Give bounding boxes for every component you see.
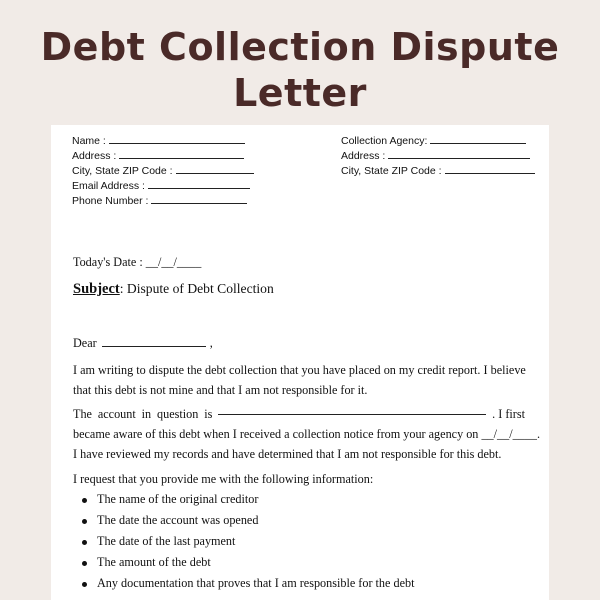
subject-text: : Dispute of Debt Collection xyxy=(119,281,274,296)
salutation-word: Dear xyxy=(73,336,97,350)
bullet-icon xyxy=(82,582,87,587)
paragraph-1-line-2: that this debt is not mine and that I am not responsible for it. xyxy=(73,383,368,397)
paragraph-2-word: account xyxy=(97,407,136,421)
list-item-text: The name of the original creditor xyxy=(97,492,259,506)
paragraph-3: I request that you provide me with the following information: xyxy=(73,472,374,486)
paragraph-2 xyxy=(73,404,540,464)
bullet-icon xyxy=(82,561,87,566)
sender-address-label: Address : xyxy=(72,150,117,162)
bullet-icon xyxy=(82,498,87,503)
date-field[interactable]: __/__/____ xyxy=(145,255,202,269)
sender-email-field[interactable] xyxy=(148,178,250,189)
list-item-text: The date the account was opened xyxy=(97,513,259,527)
sender-name-row xyxy=(72,133,254,148)
headline-line-1: Debt Collection Dispute xyxy=(40,25,560,69)
list-item xyxy=(73,552,414,573)
salutation xyxy=(73,336,213,351)
agency-city-field[interactable] xyxy=(445,163,535,174)
paragraph-1 xyxy=(73,360,526,400)
subject-label: Subject xyxy=(73,281,120,297)
sender-phone-label: Phone Number : xyxy=(72,195,149,207)
account-number-field[interactable] xyxy=(218,404,486,415)
agency-name-label: Collection Agency: xyxy=(341,135,428,147)
list-item xyxy=(73,510,414,531)
page-headline xyxy=(0,24,600,116)
requested-info-list xyxy=(73,489,414,594)
date-line xyxy=(73,255,201,270)
sender-city-field[interactable] xyxy=(176,163,254,174)
sender-email-row xyxy=(72,178,254,193)
list-item-text: The amount of the debt xyxy=(97,555,211,569)
paragraph-2-word: in xyxy=(141,407,152,421)
agency-block xyxy=(341,133,535,178)
sender-block xyxy=(72,133,254,208)
paragraph-2-word: . I first xyxy=(492,407,525,421)
paragraph-1-line-1: I am writing to dispute the debt collection that you have placed on my credit report. I believe xyxy=(73,363,526,377)
recipient-name-field[interactable] xyxy=(102,336,206,347)
paragraph-2-line-3: I have reviewed my records and have determined that I am not responsible for this debt. xyxy=(73,447,502,461)
sender-address-row xyxy=(72,148,254,163)
salutation-comma: , xyxy=(209,336,213,350)
sender-phone-field[interactable] xyxy=(151,193,247,204)
letter-page xyxy=(51,125,549,600)
paragraph-2-word: is xyxy=(204,407,213,421)
list-item xyxy=(73,573,414,594)
sender-city-row xyxy=(72,163,254,178)
sender-phone-row xyxy=(72,193,254,208)
paragraph-2-word: question xyxy=(157,407,199,421)
agency-address-row xyxy=(341,148,535,163)
paragraph-2-line-2: became aware of this debt when I received a collection notice from your agency on __/__/____. xyxy=(73,427,541,441)
date-label: Today's Date : xyxy=(73,255,143,269)
sender-email-label: Email Address : xyxy=(72,180,145,192)
agency-address-field[interactable] xyxy=(388,148,530,159)
bullet-icon xyxy=(82,540,87,545)
list-item xyxy=(73,531,414,552)
agency-address-label: Address : xyxy=(341,150,386,162)
paragraph-2-line-1 xyxy=(73,404,525,424)
sender-name-field[interactable] xyxy=(109,133,245,144)
subject-line xyxy=(73,281,274,298)
sender-name-label: Name : xyxy=(72,135,106,147)
list-item-text: Any documentation that proves that I am responsible for the debt xyxy=(97,576,415,590)
headline-line-2: Letter xyxy=(233,71,367,115)
list-item-text: The date of the last payment xyxy=(97,534,236,548)
sender-address-field[interactable] xyxy=(119,148,244,159)
paragraph-2-word: The xyxy=(73,407,92,421)
agency-name-row xyxy=(341,133,535,148)
agency-city-label: City, State ZIP Code : xyxy=(341,165,442,177)
agency-city-row xyxy=(341,163,535,178)
bullet-icon xyxy=(82,519,87,524)
list-item xyxy=(73,489,414,510)
agency-name-field[interactable] xyxy=(430,133,526,144)
sender-city-label: City, State ZIP Code : xyxy=(72,165,173,177)
